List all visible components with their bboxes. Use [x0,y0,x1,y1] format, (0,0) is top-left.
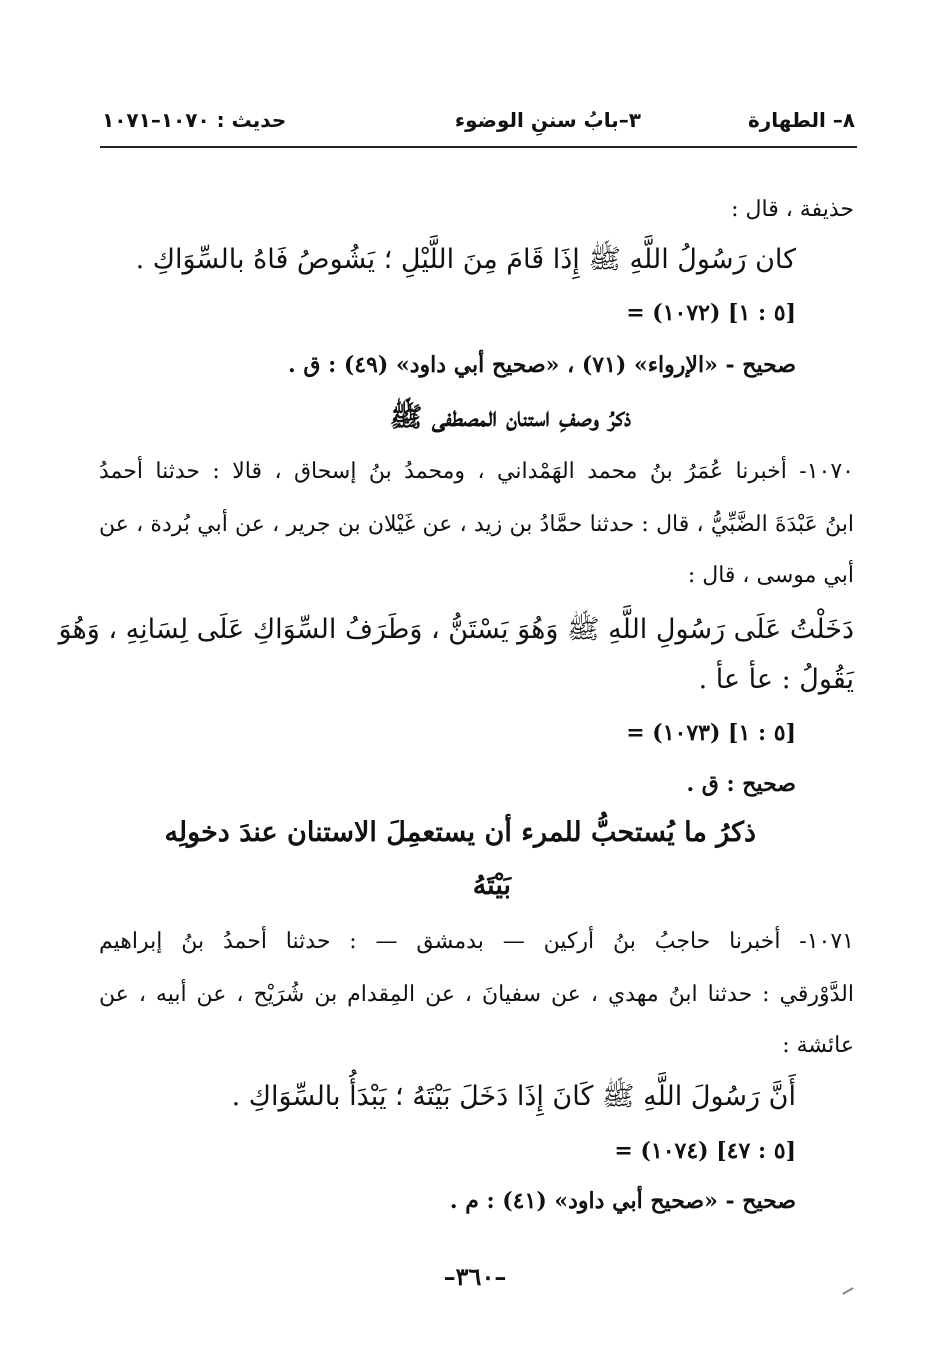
section-heading: ذكرُ وصفِ استنان المصطفى ﷺ [389,402,631,433]
hadith-text: دَخَلْتُ عَلَى رَسُولِ اللَّهِ ﷺ وَهُوَ يَسْتَنُّ ، وَطَرَفُ السِّوَاكِ عَلَى لِسَانِهِ ، وَهُوَ [58,614,854,645]
hadith-text: كان رَسُولُ اللَّهِ ﷺ إِذَا قَامَ مِنَ اللَّيْلِ ؛ يَشُوصُ فَاهُ بالسِّوَاكِ . [135,244,796,275]
section-heading: بَيْتَهُ [472,870,511,901]
hadith-reference: = (١٠٧٣) [٥ : ١] [626,720,796,746]
narrator-line: حذيفة ، قال : [731,197,854,222]
hadith-text: أَنَّ رَسُولَ اللَّهِ ﷺ كَانَ إِذَا دَخَلَ بَيْتَهُ ؛ يَبْدَأُ بالسِّوَاكِ . [231,1081,796,1112]
section-heading: ذكرُ ما يُستحبُّ للمرء أن يستعمِلَ الاستنان عندَ دخولِه [164,817,756,848]
hadith-text: يَقُولُ : عأ عأ . [698,664,854,695]
scan-mark [842,1287,853,1295]
hadith-grading: صحيح : ق . [686,771,796,797]
hadith-grading: صحيح - «الإرواء» (٧١) ، «صحيح أبي داود» (٤٩) : ق . [288,352,796,378]
isnad-line: أبي موسى ، قال : [687,563,854,588]
isnad-line: الدَّوْرقي : حدثنا ابنُ مهدي ، عن سفيانَ ، عن المِقدام بن شُرَيْح ، عن أبيه ، عن [99,982,854,1007]
isnad-line: ابنُ عَبْدَةَ الضَّبِّيُّ ، قال : حدثنا حمَّادُ بن زيد ، عن غَيْلان بن جرير ، عن أبي بُردة ، عن [99,512,854,537]
header-chapter: ٨– الطهارة [747,108,855,132]
page-number: –٣٦٠– [443,1262,507,1291]
isnad-line: ١٠٧١- أخبرنا حاجبُ بنُ أركين — بدمشق — : حدثنا أحمدُ بنُ إبراهيم [99,929,854,954]
isnad-line: ١٠٧٠- أخبرنا عُمَرُ بنُ محمد الهَمْداني ، ومحمدُ بنُ إسحاق ، قالا : حدثنا أحمدُ [99,459,854,484]
header-divider [100,146,857,148]
header-hadith-range: حديث : ١٠٧٠–١٠٧١ [102,108,287,132]
header-section: ٣–بابُ سننِ الوضوء [454,108,641,132]
hadith-grading: صحيح - «صحيح أبي داود» (٤١) : م . [449,1188,796,1214]
isnad-line: عائشة : [782,1033,854,1058]
hadith-reference: = (١٠٧٤) [٥ : ٤٧] [614,1138,796,1164]
hadith-reference: = (١٠٧٢) [٥ : ١] [626,300,796,326]
